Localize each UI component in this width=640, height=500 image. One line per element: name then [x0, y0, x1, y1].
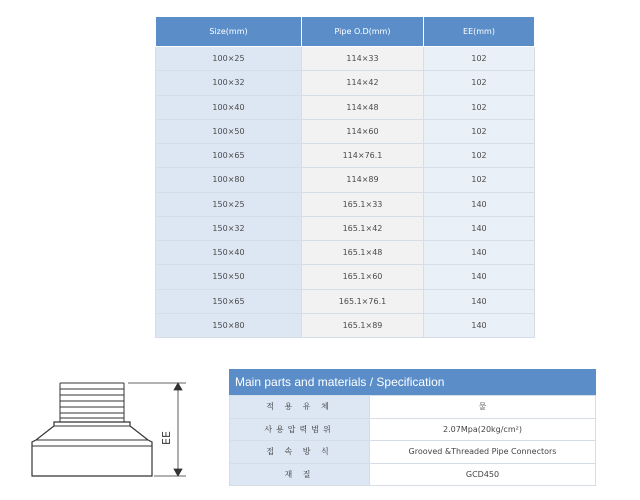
pipe-od-cell: 114×42: [302, 71, 424, 95]
thread-section: [60, 383, 124, 422]
ee-dimension-label: EE: [160, 431, 173, 445]
size-cell: 100×65: [156, 144, 302, 168]
pipe-od-cell: 114×60: [302, 119, 424, 143]
pipe-od-cell: 165.1×42: [302, 216, 424, 240]
pipe-od-cell: 165.1×33: [302, 192, 424, 216]
size-cell: 150×50: [156, 265, 302, 289]
size-table-body: [156, 47, 535, 338]
pipe-od-cell: 165.1×89: [302, 313, 424, 337]
size-table-row: [156, 144, 535, 168]
spec-value: GCD450: [370, 463, 596, 486]
spec-row: [230, 441, 596, 464]
spec-row: [230, 418, 596, 441]
spec-row: [230, 396, 596, 419]
spec-table-body: [230, 396, 596, 486]
ee-cell: 140: [424, 216, 535, 240]
spec-panel: [229, 369, 596, 486]
pipe-od-cell: 114×48: [302, 95, 424, 119]
pipe-od-cell: 165.1×76.1: [302, 289, 424, 313]
spec-label: 사용압력범위: [230, 418, 370, 441]
spec-value: 물: [370, 396, 596, 419]
size-cell: 150×25: [156, 192, 302, 216]
ee-cell: 102: [424, 144, 535, 168]
reducer-drawing: [28, 380, 198, 490]
size-cell: 100×25: [156, 47, 302, 71]
pipe-od-cell: 114×76.1: [302, 144, 424, 168]
ee-cell: 140: [424, 265, 535, 289]
size-table: [155, 16, 535, 338]
size-table-row: [156, 241, 535, 265]
size-table-row: [156, 119, 535, 143]
size-table-header-row: [156, 17, 535, 47]
spec-label: 적 용 유 체: [230, 396, 370, 419]
spec-table: [229, 395, 596, 486]
size-table-row: [156, 216, 535, 240]
size-table-row: [156, 265, 535, 289]
header-ee: EE(mm): [424, 17, 535, 47]
ee-cell: 102: [424, 71, 535, 95]
spec-row: [230, 463, 596, 486]
size-table-row: [156, 168, 535, 192]
ee-cell: 140: [424, 313, 535, 337]
size-table-row: [156, 313, 535, 337]
spec-label: 재 질: [230, 463, 370, 486]
reducer-body: [32, 422, 152, 476]
pipe-od-cell: 114×89: [302, 168, 424, 192]
ee-cell: 102: [424, 168, 535, 192]
header-size: Size(mm): [156, 17, 302, 47]
ee-cell: 140: [424, 241, 535, 265]
size-cell: 150×65: [156, 289, 302, 313]
size-table-row: [156, 71, 535, 95]
pipe-od-cell: 165.1×48: [302, 241, 424, 265]
ee-cell: 102: [424, 119, 535, 143]
size-cell: 150×80: [156, 313, 302, 337]
ee-cell: 102: [424, 95, 535, 119]
pipe-od-cell: 165.1×60: [302, 265, 424, 289]
spec-value: Grooved &Threaded Pipe Connectors: [370, 441, 596, 464]
size-table-row: [156, 47, 535, 71]
ee-cell: 140: [424, 192, 535, 216]
ee-cell: 140: [424, 289, 535, 313]
pipe-od-cell: 114×33: [302, 47, 424, 71]
size-cell: 100×80: [156, 168, 302, 192]
size-cell: 100×32: [156, 71, 302, 95]
size-table-row: [156, 95, 535, 119]
spec-title: Main parts and materials / Specification: [229, 369, 596, 395]
ee-cell: 102: [424, 47, 535, 71]
header-pipe-od: Pipe O.D(mm): [302, 17, 424, 47]
size-cell: 150×40: [156, 241, 302, 265]
size-table-row: [156, 192, 535, 216]
size-cell: 150×32: [156, 216, 302, 240]
spec-label: 접 속 방 식: [230, 441, 370, 464]
spec-value: 2.07Mpa(20kg/cm²): [370, 418, 596, 441]
size-table-row: [156, 289, 535, 313]
size-cell: 100×50: [156, 119, 302, 143]
size-cell: 100×40: [156, 95, 302, 119]
